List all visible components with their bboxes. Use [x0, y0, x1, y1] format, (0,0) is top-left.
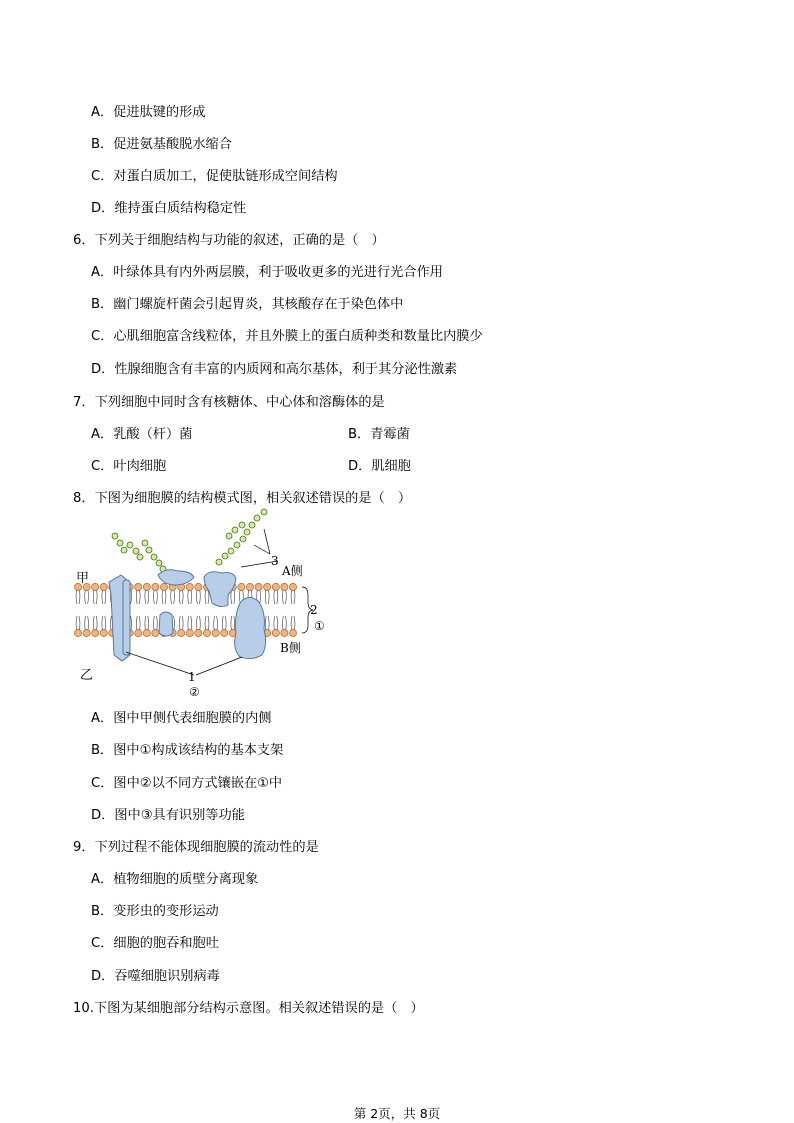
q7-option-c: C．叶肉细胞 [91, 459, 167, 474]
q8-option-b: B．图中①构成该结构的基本支架 [91, 743, 284, 758]
peripheral-protein-top-left [158, 570, 194, 585]
cell-membrane-figure [66, 505, 346, 700]
q6-option-b: B．幽门螺旋杆菌会引起胃炎，其核酸存在于染色体中 [91, 297, 404, 312]
label-jia: 甲 [76, 571, 90, 586]
transmembrane-protein-left-strip [123, 580, 130, 655]
q6-option-a: A．叶绿体具有内外两层膜，利于吸收更多的光进行光合作用 [91, 265, 443, 280]
glycoprotein-chain-right [216, 509, 267, 565]
label-yi: 乙 [80, 668, 94, 683]
q9-option-a: A．植物细胞的质壁分离现象 [91, 872, 259, 887]
q8-stem: 8．下图为细胞膜的结构模式图，相关叙述错误的是（ ） [73, 491, 412, 506]
small-embedded-protein [159, 612, 173, 636]
q7-option-b: B．青霉菌 [348, 427, 410, 442]
label-2: 2 [310, 603, 318, 617]
q5-option-b: B．促进氨基酸脱水缩合 [91, 137, 232, 152]
label-3: 3 [271, 554, 279, 568]
q7-option-d: D．肌细胞 [348, 459, 411, 474]
label-a-side: A侧 [282, 564, 303, 578]
q10-stem: 10.下图为某细胞部分结构示意图。相关叙述错误的是（ ） [73, 1001, 424, 1016]
q9-stem: 9．下列过程不能体现细胞膜的流动性的是 [73, 840, 319, 855]
q6-option-c: C．心肌细胞富含线粒体，并且外膜上的蛋白质种类和数量比内膜少 [91, 329, 483, 344]
q7-stem: 7．下列细胞中同时含有核糖体、中心体和溶酶体的是 [73, 395, 385, 410]
q9-option-b: B．变形虫的变形运动 [91, 904, 219, 919]
label-circle-2: ② [189, 685, 200, 699]
label-circle-1: ① [314, 619, 325, 633]
label-b-side: B侧 [280, 641, 301, 655]
q9-option-c: C．细胞的胞吞和胞吐 [91, 936, 219, 951]
q9-option-d: D．吞噬细胞识别病毒 [91, 969, 220, 984]
page-footer: 第 2页，共 8页 [353, 1106, 441, 1121]
q5-option-c: C．对蛋白质加工，促使肽链形成空间结构 [91, 169, 338, 184]
q6-option-d: D．性腺细胞含有丰富的内质网和高尔基体，利于其分泌性激素 [91, 362, 458, 377]
label-1: 1 [188, 670, 196, 684]
q8-option-c: C．图中②以不同方式镶嵌在①中 [91, 776, 283, 791]
q6-stem: 6．下列关于细胞结构与功能的叙述，正确的是（ ） [73, 233, 385, 248]
q5-option-d: D．维持蛋白质结构稳定性 [91, 201, 247, 216]
q5-option-a: A．促进肽键的形成 [91, 105, 206, 120]
q8-option-a: A．图中甲侧代表细胞膜的内侧 [91, 711, 272, 726]
glycoprotein-chain-left [112, 533, 166, 572]
q7-option-a: A．乳酸（杆）菌 [91, 427, 193, 442]
q8-option-d: D．图中③具有识别等功能 [91, 808, 245, 823]
transmembrane-protein-right [235, 597, 266, 658]
